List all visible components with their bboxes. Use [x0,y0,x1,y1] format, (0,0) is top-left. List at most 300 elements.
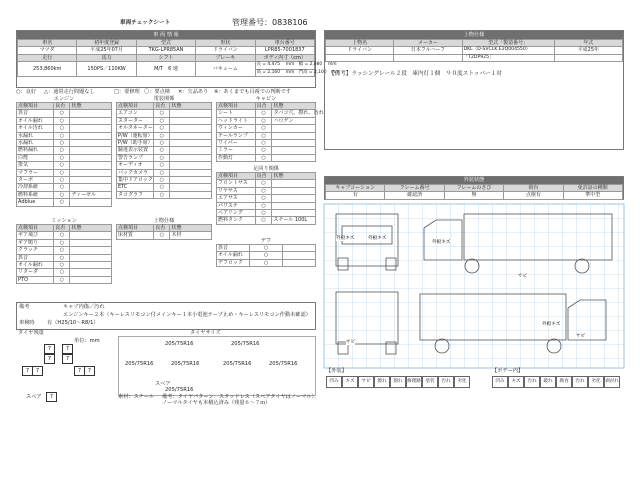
value: ドライバン [326,47,394,54]
diff-section [216,238,316,267]
table-row [17,191,112,198]
column-header: 点検項目 [17,225,54,232]
suspension-title: 足回り関係 [253,166,279,172]
table-cell: 騒違表示装置 [117,147,154,154]
damage-key: サビ [358,376,374,388]
check-tables [16,96,324,302]
table-cell [170,147,212,154]
table-row [117,140,212,147]
table-cell: PTO [17,276,54,283]
legend-missing: ✕：欠品あり [178,89,209,95]
value: ドライバン [196,47,255,54]
table-cell: フロントサス [217,180,256,187]
table-cell [272,147,316,154]
label: 型式「製造番号」 [462,40,554,47]
electrical-section [116,96,212,199]
label: 年式 [554,40,622,47]
damage-key: 擦れ [374,376,390,388]
table-cell: オイル漏れ [17,117,54,124]
column-header: 状態 [70,225,112,232]
cabin-section [216,96,324,162]
table-cell: P/W（助手席） [118,140,153,147]
column-header: 良否 [54,225,70,232]
upper-section [116,218,212,240]
engine-title: エンジン [53,96,75,102]
table-row [117,147,212,154]
tire-unit: 単位：mm [74,338,100,344]
cabin-table [216,102,324,162]
table-cell: ディーゼル [70,191,112,198]
vehicle-info-header: 車 両 情 報 [17,31,315,39]
label: フレーム番号 [385,185,444,192]
table-cell [70,140,112,147]
inspection-remark-value: キャブ内傷／汚れ [63,304,105,310]
check-mark: ○ [255,140,272,147]
check-mark: ○ [154,154,170,161]
check-mark: ○ [54,262,70,269]
inspection-panel [16,302,316,330]
column-header: 良否 [255,173,272,180]
electrical-title: 電装関係 [153,96,175,102]
table-cell [70,247,112,254]
damage-key: キズ [508,376,524,388]
table-row [217,110,316,117]
damage-tag: 外板キズ [336,236,355,241]
table-cell: マフラー [17,169,54,176]
table-row [217,154,316,161]
check-mark: ○ [54,140,70,147]
table-cell [70,254,112,261]
table-row [217,202,316,209]
upper-title: 上物仕様 [153,218,175,224]
engine-section [16,96,112,207]
table-cell [170,125,212,132]
table-cell: 白煙 [17,154,54,161]
vehicle-info-table [17,39,340,77]
column-header: 良否 [255,103,272,110]
table-row [217,217,316,224]
mission-table [16,224,112,284]
table-cell [70,177,112,184]
damage-key: 劣化 [454,376,470,388]
check-mark: ○ [255,217,272,224]
check-mark: ○ [255,187,272,194]
suspension-section [216,166,316,225]
table-cell [70,169,112,176]
table-row [217,252,316,259]
engine-table [16,102,112,207]
damage-key: 劣化 [588,376,604,388]
inspection-shaken-label: 車検時 [19,320,35,326]
column-header: 状態 [272,103,316,110]
damage-key: 凹み [326,376,342,388]
spare-tire-depth: 7 [46,392,57,402]
check-mark: ○ [154,191,170,198]
table-row [17,169,112,176]
table-row [17,117,112,124]
damage-tag: 外板キズ [432,240,451,245]
value: TKG-LPR85AN [136,47,195,54]
table-cell: オーディオ [117,162,154,169]
table-row [17,162,112,169]
check-mark: ○ [54,147,70,154]
table-cell [170,154,212,161]
damage-tag: サビ [576,334,586,339]
truck-diagram [324,204,624,368]
column-header: 良否 [154,103,170,110]
table-row [117,191,212,198]
table-cell [283,245,316,252]
table-cell [272,125,316,132]
label: 形状 [196,40,255,47]
value [326,54,394,61]
table-row [117,132,212,139]
column-header: 状態 [170,225,212,232]
label: 車名 [18,40,77,47]
table-cell [70,184,112,191]
check-mark: ○ [154,125,170,132]
mission-section [16,218,112,284]
table-cell [170,132,212,139]
label: シフト [136,54,195,61]
table-cell: オイル汚れ [17,125,54,132]
check-mark: ○ [154,117,170,124]
check-mark: ○ [54,239,70,246]
table-cell [272,202,316,209]
label: 上物名 [326,40,394,47]
value [394,54,462,61]
tire-depth: 7 [44,344,55,354]
column-header: 状態 [170,103,212,110]
table-cell [70,132,112,139]
label: 走行 [18,54,77,61]
table-cell [170,162,212,169]
upper-table [116,224,212,240]
table-cell [70,276,112,283]
table-row [217,187,316,194]
table-cell: 作動灯 [217,154,256,161]
table-row [117,184,212,191]
label: フレームのさび [444,185,503,192]
equipment-header: 上物仕様 [325,31,623,39]
damage-tag: 外板キズ [542,322,561,327]
tire-size: 205/75R16 [125,361,154,367]
table-row [17,132,112,139]
body-key-title: 【ボデー内】 [492,368,524,374]
damage-key: 凹み [492,376,508,388]
value: DKL（D-SVCLK E2Q004550） [462,47,554,54]
control-number: 管理番号：0838106 [232,18,308,27]
table-cell: 床材質 [117,232,154,239]
damage-key: 破れ [540,376,556,388]
inspection-shaken-value: 有（H25/10〜R8/1） [47,320,99,326]
table-row [17,147,112,154]
table-cell [272,210,316,217]
table-cell: 燃料系統 [17,191,54,198]
damage-key: 汚れ [438,376,454,388]
table-cell: ハロゲン [272,117,316,124]
table-row [17,154,112,161]
table-cell: ターボ [17,177,54,184]
check-mark: ○ [54,177,70,184]
value: 準中型 [563,192,622,199]
tire-depth: 7 [84,366,95,376]
table-row [117,162,212,169]
check-mark: ○ [255,117,272,124]
table-cell: リターダ [17,269,54,276]
table-cell [70,232,112,239]
table-cell: オイル漏れ [17,262,54,269]
table-row [117,110,212,117]
label: ブレーキ [196,54,255,61]
tire-depth: 7 [62,354,73,364]
table-cell [70,162,112,169]
tire-size-grid [118,336,316,396]
exterior-key-title: 【外装】 [326,368,347,374]
check-mark: ○ [54,191,70,198]
table-row [17,199,112,206]
tire-depth: 7 [74,366,85,376]
check-mark: ○ [54,247,70,254]
equipment-panel [324,30,624,150]
legend-good: ○：良好 [16,89,37,95]
legend-ok: △：通常走行問題なし [44,89,95,95]
table-cell: 水漏れ [17,140,54,147]
value: M/T 6 速 [136,62,195,77]
check-mark: ○ [250,245,283,252]
table-cell: 排気 [17,162,54,169]
table-row [217,195,316,202]
damage-key: 腐食 [556,376,572,388]
table-row [17,262,112,269]
vehicle-info-panel [16,30,340,88]
damage-key: 剥がれ [604,376,620,388]
exterior-keys [326,376,486,388]
value: 無 [444,192,503,199]
table-cell: オイル漏れ [217,252,250,259]
check-mark: ○ [255,110,272,117]
table-cell [170,177,212,184]
mission-title: ミッション [51,218,77,224]
check-mark: ○ [255,202,272,209]
damage-key: 割れ [390,376,406,388]
table-row [217,132,316,139]
table-row [217,259,316,266]
equipment-table [325,39,623,62]
table-row [17,269,112,276]
table-cell [283,252,316,259]
table-row [17,232,112,239]
tire-depth: 7 [32,366,43,376]
check-mark: ○ [54,184,70,191]
column-header: 点検項目 [217,173,256,180]
check-mark: ○ [154,169,170,176]
table-cell: 木材 [170,232,212,239]
tire-size-title: タイヤサイズ [190,330,221,336]
label: 馬力 [77,54,136,61]
legend-row [16,88,316,96]
check-mark: ○ [250,252,283,259]
diff-table [216,244,316,267]
damage-tag: サビ [518,274,528,279]
check-mark: ○ [54,254,70,261]
damage-tag: 外板キズ [368,236,387,241]
table-cell: ギア鳴り [17,239,54,246]
inspection-remark-label: 備考 [19,304,30,310]
check-mark: ○ [54,162,70,169]
value: 150PS／110KW [77,62,136,77]
check-mark: ○ [154,110,170,117]
value: 点検有 [504,192,563,199]
table-row [17,247,112,254]
table-cell: Adblue [17,199,54,206]
check-mark: ○ [255,132,272,139]
column-header: 良否 [54,103,70,110]
table-cell: ヘッドライト [217,117,256,124]
table-cell [70,269,112,276]
tire-size: 205/75R16 [231,341,260,347]
check-mark: ○ [154,184,170,191]
tire-depth: 7 [22,366,33,376]
damage-key: キズ [342,376,358,388]
check-mark: ○ [154,177,170,184]
check-mark: ○ [255,125,272,132]
damage-key: 汚れ [524,376,540,388]
tire-size: 205/75R16 [171,361,200,367]
table-row [217,117,316,124]
table-cell: ウィンカー [217,125,256,132]
tire-size: 205/75R16 [223,361,252,367]
table-row [117,232,212,239]
check-mark: ○ [250,259,283,266]
table-cell [170,117,212,124]
tire-size: 205/75R16 [269,361,298,367]
damage-key-legend [324,368,624,390]
damage-key: 汚れ [572,376,588,388]
table-row [217,125,316,132]
cabin-title: キャビン [255,96,277,102]
check-mark: ○ [255,210,272,217]
inspection-keys: エンジンキー２本（キーレスリモコン付メインキー１本小電池テープ止め・キーレスリモコン作動未確認） [63,312,311,318]
table-cell: 集中ドアロック [118,177,153,184]
suspension-table [216,172,316,225]
table-cell [70,199,112,206]
table-cell: 燃料漏れ [17,147,54,154]
table-row [17,140,112,147]
exterior-header: 外装状態 [325,177,623,184]
table-cell: 異音 [217,245,250,252]
table-row [117,117,212,124]
table-cell: 異音 [17,110,54,117]
table-row [17,125,112,132]
table-cell [70,154,112,161]
label: キャブコーション [326,185,385,192]
column-header: 良否 [154,225,170,232]
column-header: 点検項目 [117,103,154,110]
value: LPR85-7001837 [255,47,314,54]
table-cell: ETC [117,184,154,191]
doc-title: 車両チェックシート [120,20,171,26]
check-mark: ○ [54,125,70,132]
table-row [17,276,112,283]
check-mark: ○ [54,232,70,239]
label: ボディ内寸（cm） [255,54,314,61]
tire-size: 205/75R16 [165,341,194,347]
table-row [17,177,112,184]
check-mark: ○ [255,147,272,154]
table-cell: エアコン [117,110,154,117]
spare-label: スペア [155,381,171,387]
table-cell: シート [217,110,256,117]
table-cell: デフロック [217,259,250,266]
table-cell [70,110,112,117]
check-mark: ○ [54,169,70,176]
check-mark: ○ [54,269,70,276]
body-keys [492,376,622,388]
table-row [17,239,112,246]
check-mark: ○ [54,276,70,283]
table-cell: ワイパー [217,140,256,147]
table-cell [170,191,212,198]
inner-dimension-2: 高 = 2,160 mm 門高 = 2,100 mm [256,69,340,75]
table-cell [272,187,316,194]
tire-depth: 7 [62,344,73,354]
value: マツダ [18,47,77,54]
column-header: 点検項目 [217,103,256,110]
diff-title: デフ [260,238,272,244]
table-row [17,110,112,117]
table-cell: 異音 [17,254,54,261]
table-row [117,177,212,184]
electrical-table [116,102,212,199]
check-mark: ○ [255,154,272,161]
table-cell: P/W（運転席） [118,132,153,139]
value: 有 [326,192,385,199]
table-cell: 燃料タンク [217,217,256,224]
check-mark: ○ [54,132,70,139]
table-cell [170,140,212,147]
legend-repair: □：要修理 [114,89,140,95]
table-cell [70,262,112,269]
value: 確認済 [385,192,444,199]
check-mark: ○ [54,154,70,161]
table-cell [70,239,112,246]
table-cell: スチール 100L [272,217,316,224]
table-cell: ギア飛び [17,232,54,239]
exterior-table [325,184,623,200]
table-cell: ミラー [217,147,256,154]
label: メーカー [394,40,462,47]
table-cell: パワステ [217,202,256,209]
table-cell [272,154,316,161]
spare-size: 205/75R16 [165,387,194,393]
tire-remark: 備考：タイヤパターン：スタッドレス（スペアタイヤはノーマル）、ノーマルタイヤも本積込済み（残量６〜７ｍ） [162,394,320,406]
value: 253,860km [18,62,77,77]
legend-note: ※：あくまでも目視での判断です [214,89,291,95]
table-row [217,210,316,217]
value [554,54,622,61]
label: 免許証の種類 [563,185,622,192]
check-mark: ○ [154,162,170,169]
table-cell [272,140,316,147]
table-cell: タコグラフ [117,191,154,198]
table-row [217,245,316,252]
table-cell: クラッチ [17,247,54,254]
check-mark: ○ [154,232,170,239]
value: 日本フルハーフ [394,47,462,54]
table-row [217,140,316,147]
table-cell: 水漏れ [17,132,54,139]
